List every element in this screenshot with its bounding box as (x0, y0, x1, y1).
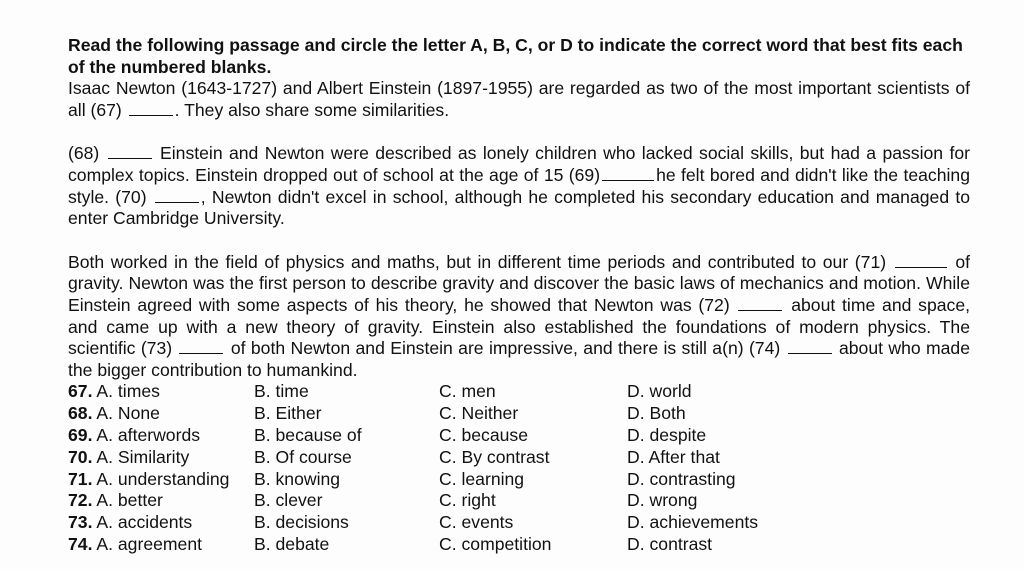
option-d[interactable]: D. contrasting (627, 468, 736, 489)
option-c[interactable]: C. events (439, 512, 514, 533)
option-b[interactable]: B. decisions (254, 512, 349, 533)
blank-71 (895, 253, 947, 268)
exercise-content (68, 35, 970, 556)
question-row (68, 512, 827, 534)
option-d[interactable]: D. world (627, 381, 692, 402)
question-row (68, 425, 827, 447)
passage-text: about time and space, and came up with a new theory of gravity. Einstein also established the foundations of modern physics. The scientific (73) (68, 294, 970, 359)
question-number: 68. (68, 403, 93, 424)
option-a[interactable] (68, 534, 254, 556)
question-number: 71. (68, 468, 93, 489)
question-number: 74. (68, 533, 93, 554)
option-a[interactable] (68, 425, 254, 447)
passage-text: about who made the bigger contribution to humankind. (68, 338, 971, 380)
instructions-heading: Read the following passage and circle the letter A, B, C, or D to indicate the correct word that best fits each of the numbered blanks. (68, 35, 963, 77)
blank-73 (179, 339, 223, 354)
option-a[interactable] (68, 381, 254, 403)
passage-text: of gravity. Newton was the first person to describe gravity and discover the basic laws of mechanics and motion. While Einstein agreed with some aspects of his theory, he showed that Newton was (72) (68, 251, 970, 315)
passage-text: of both Newton and Einstein are impressive, and there is still a(n) (74) (225, 338, 786, 359)
option-a[interactable] (68, 403, 254, 425)
option-b[interactable]: B. because of (254, 424, 362, 445)
passage-text: Einstein and Newton were described as lonely children who lacked social skills, but had a passion for complex topics. Einstein dropped out of school at the age of 15 (69) (68, 143, 970, 185)
passage-paragraph-2 (68, 143, 970, 229)
option-a[interactable] (68, 469, 254, 491)
option-c[interactable]: C. Neither (439, 403, 519, 424)
option-d[interactable]: D. wrong (627, 490, 698, 511)
question-number: 70. (68, 446, 93, 467)
option-text: A. Similarity (96, 446, 190, 467)
option-d[interactable]: D. contrast (627, 533, 713, 554)
option-text: A. afterwords (96, 424, 201, 445)
option-text: A. understanding (96, 468, 230, 489)
option-c[interactable]: C. learning (439, 468, 525, 489)
passage-text: Isaac Newton (1643-1727) and Albert Einstein (1897-1955) are regarded as two of the most important scientists of all (67) (68, 78, 970, 120)
option-d[interactable]: D. despite (627, 424, 707, 445)
question-number: 69. (68, 424, 93, 445)
option-b[interactable]: B. knowing (254, 468, 341, 489)
option-c[interactable]: C. men (439, 381, 496, 402)
option-text: A. agreement (96, 533, 203, 554)
question-row (68, 447, 827, 469)
answer-options-table (68, 381, 827, 555)
option-d[interactable]: D. After that (627, 446, 720, 467)
blank-69 (602, 166, 654, 181)
option-c[interactable]: C. By contrast (439, 446, 550, 467)
option-d[interactable]: D. achievements (627, 512, 759, 533)
passage-text: he felt bored and didn't like the teaching style. (70) (68, 164, 970, 207)
question-row (68, 469, 827, 491)
option-d[interactable]: D. Both (627, 403, 686, 424)
option-c[interactable]: C. competition (439, 533, 552, 554)
question-row (68, 490, 827, 512)
option-c[interactable]: C. right (439, 490, 496, 511)
option-text: A. times (96, 381, 160, 402)
option-c[interactable]: C. because (439, 424, 528, 445)
question-number: 67. (68, 381, 93, 402)
passage-text: . They also share some similarities. (174, 99, 450, 120)
question-row (68, 381, 827, 403)
question-number: 73. (68, 512, 93, 533)
passage-paragraph-1 (68, 78, 970, 121)
question-row (68, 403, 827, 425)
passage-text: Both worked in the field of physics and maths, but in different time periods and contributed to our (71) (68, 251, 893, 272)
option-b[interactable]: B. Either (254, 403, 322, 424)
option-b[interactable]: B. time (254, 381, 309, 402)
blank-70 (155, 188, 199, 203)
option-a[interactable] (68, 512, 254, 534)
option-b[interactable]: B. Of course (254, 446, 352, 467)
question-row (68, 534, 827, 556)
passage-paragraph-3 (68, 252, 970, 382)
question-number: 72. (68, 490, 93, 511)
option-text: A. None (96, 403, 160, 424)
option-text: A. better (96, 490, 163, 511)
passage-text: , Newton didn't excel in school, although he completed his secondary education and managed to enter Cambridge University. (68, 186, 970, 229)
blank-72 (738, 296, 782, 311)
blank-67 (129, 101, 173, 116)
option-b[interactable]: B. clever (254, 490, 323, 511)
option-a[interactable] (68, 490, 254, 512)
option-b[interactable]: B. debate (254, 533, 330, 554)
option-a[interactable] (68, 447, 254, 469)
option-text: A. accidents (96, 512, 193, 533)
passage-text: (68) (68, 143, 106, 164)
blank-68 (108, 144, 152, 159)
blank-74 (788, 339, 832, 354)
